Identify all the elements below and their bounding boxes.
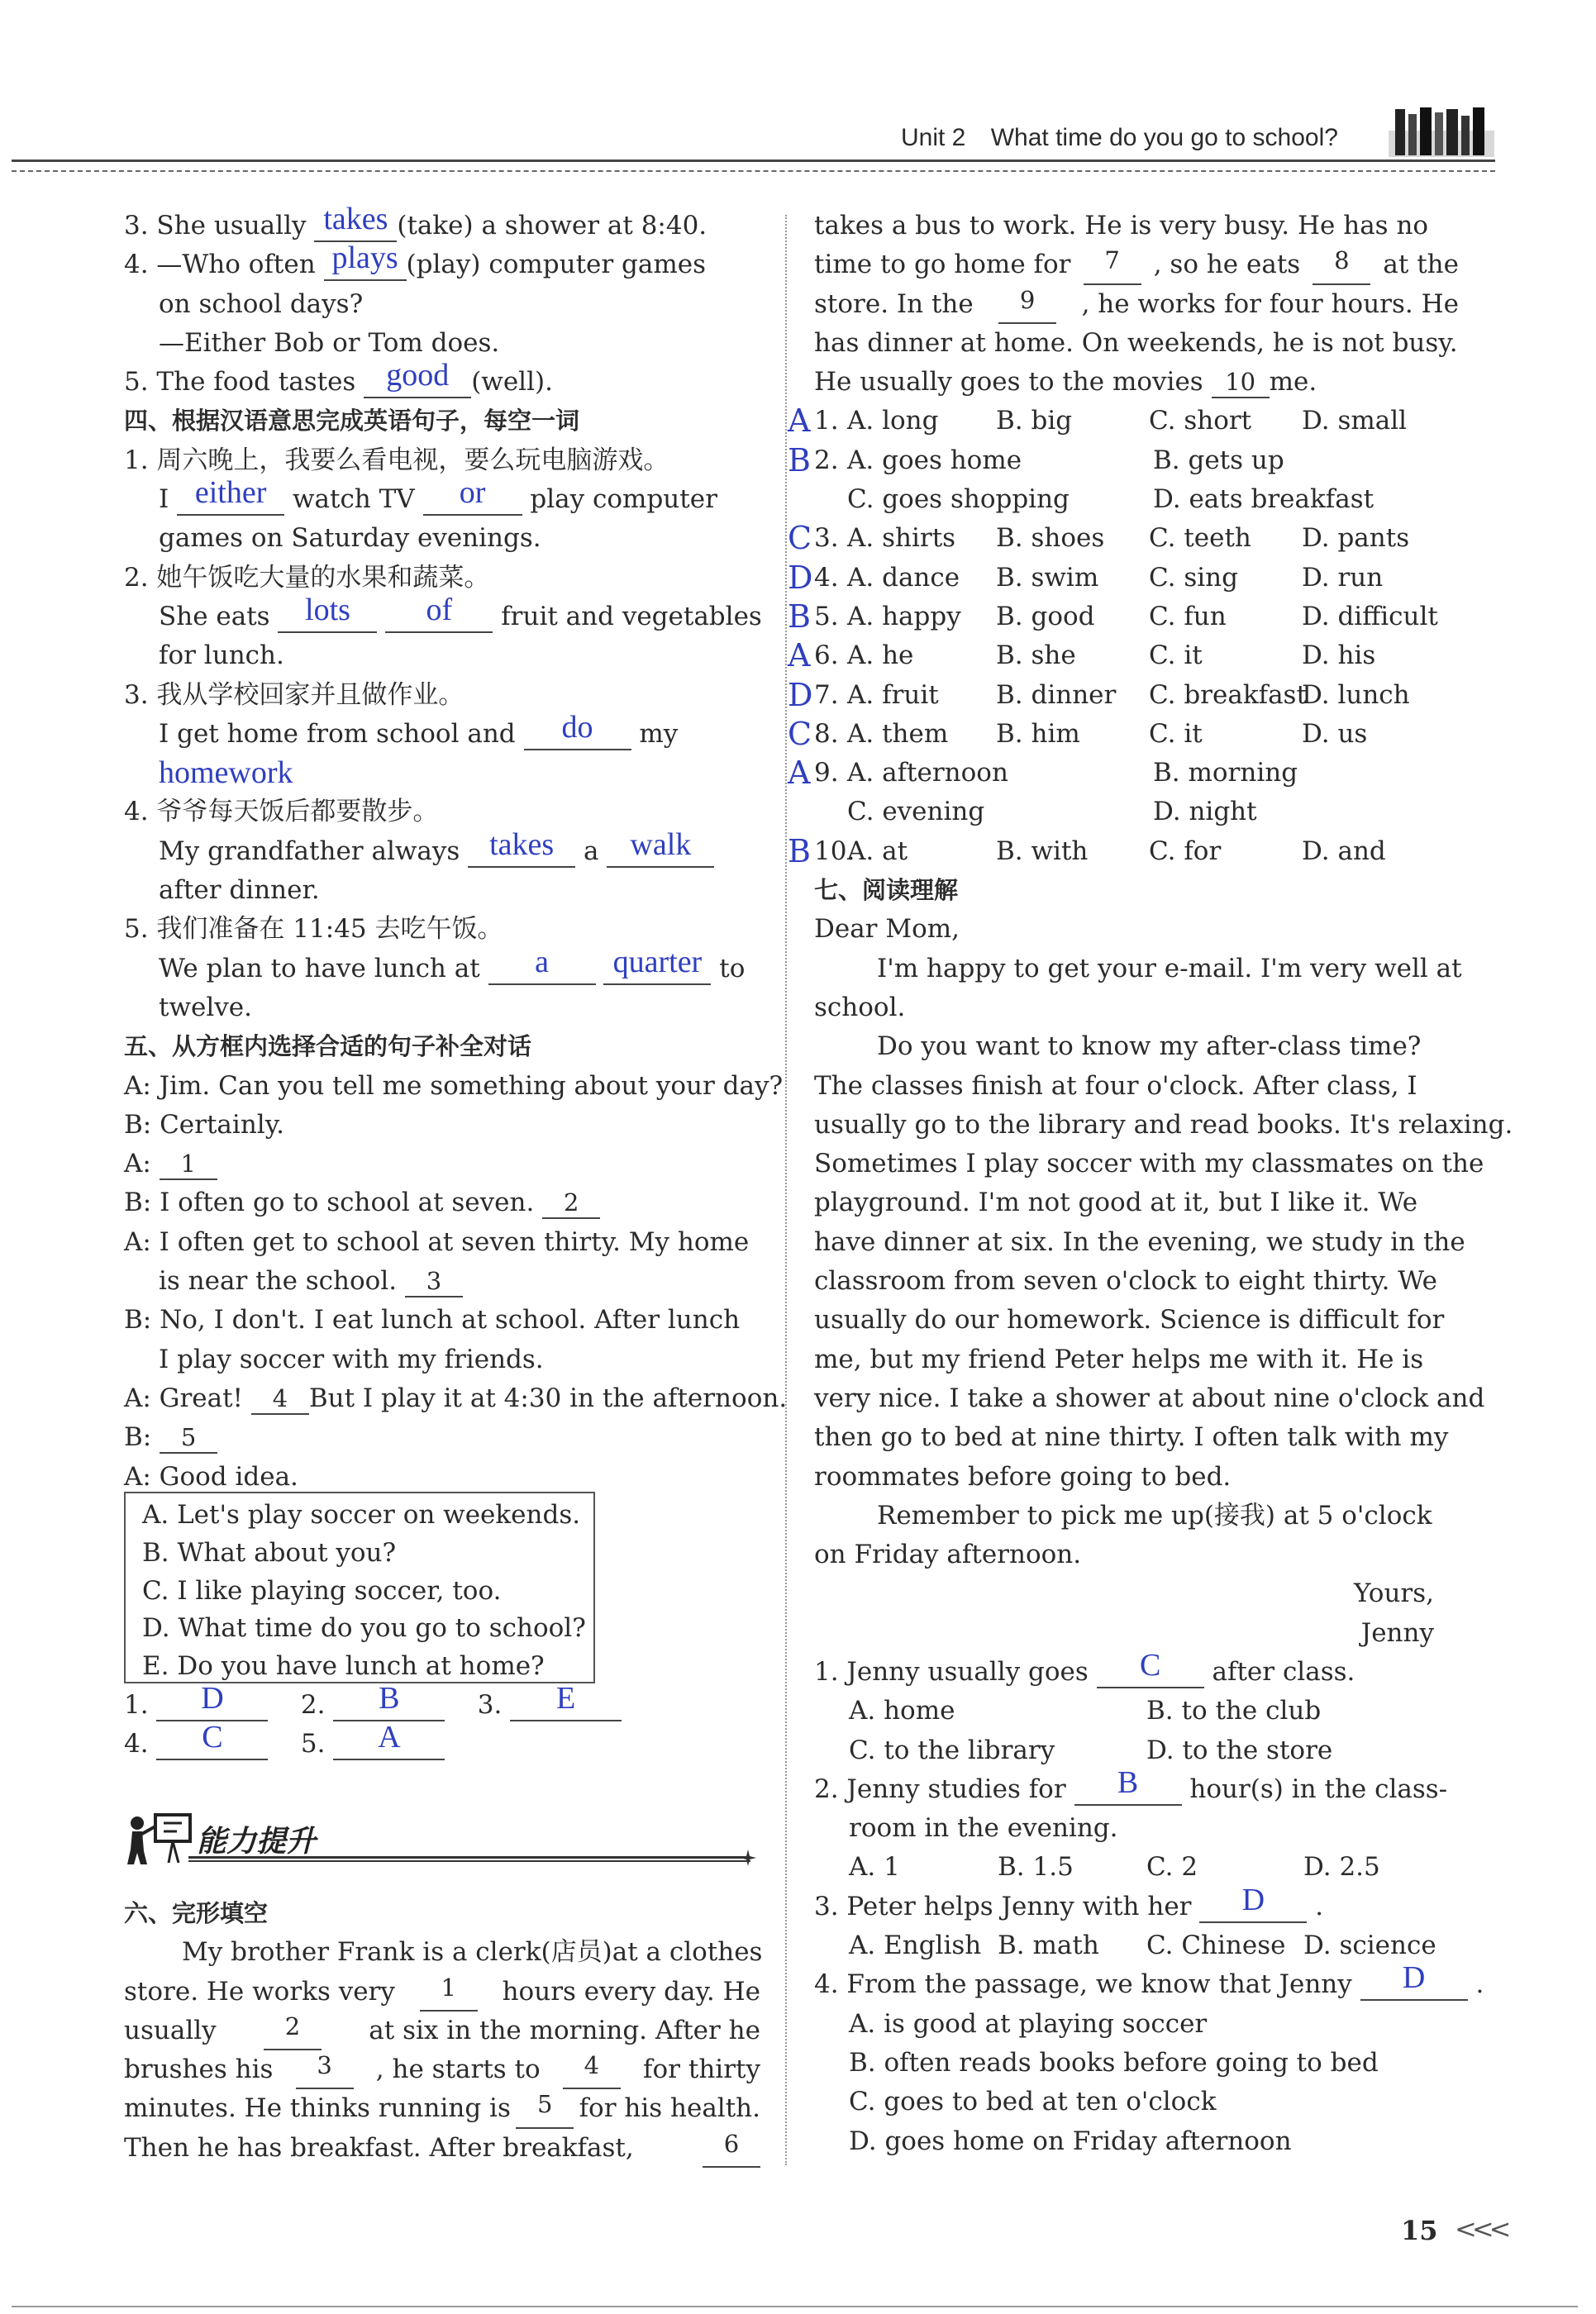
cloze-left xyxy=(124,1894,763,2168)
page-header xyxy=(901,124,1338,152)
box-option: A. Let's play soccer on weekends. xyxy=(142,1500,581,1530)
star-icon xyxy=(738,1848,758,1868)
cloze-option-row: C. evening D. night xyxy=(847,797,1257,827)
cloze-option-row: B 10. A. at B. with C. for D. and xyxy=(814,832,1459,871)
s4-item-3-cont: homework xyxy=(159,755,293,791)
unit-title: What time do you go to school? xyxy=(990,124,1338,151)
letter-line: classroom from seven o'clock to eight thirty. We xyxy=(814,1266,1437,1297)
cloze-line: My brother Frank is a clerk(店员)at a clothes xyxy=(182,1937,763,1968)
dialog-line: A: Jim. Can you tell me something about your day? xyxy=(124,1070,784,1101)
dialog-line: A: I often get to school at seven thirty. My home xyxy=(124,1226,750,1257)
dialog-line: A: Great! 4 But I play it at 4:30 in the afternoon. xyxy=(124,1383,788,1413)
letter-line: Remember to pick me up(接我) at 5 o'clock xyxy=(877,1500,1432,1531)
s4-item-4-chinese: 4. 爷爷每天饭后都要散步。 xyxy=(124,797,439,827)
unit-label: Unit 2 xyxy=(901,124,966,151)
box-option: B. What about you? xyxy=(142,1537,397,1568)
question-4-line3: —Either Bob or Tom does. xyxy=(159,327,500,358)
chosen-answer: D xyxy=(788,676,813,713)
dialog-line: B: Certainly. xyxy=(124,1109,284,1140)
reading-option-row: A. home B. to the club xyxy=(849,1696,1322,1726)
reading-question-cont: room in the evening. xyxy=(849,1813,1118,1844)
cloze-option-row: C 3. A. shirts B. shoes C. teeth D. pants xyxy=(814,519,1459,558)
s5-answer-grid: 1. D 2. B 3. E 4. C 5. A xyxy=(124,1686,769,1764)
chosen-answer: C xyxy=(788,715,812,752)
reading-question: 1. Jenny usually goes C after class. xyxy=(814,1647,1355,1687)
cloze-line: minutes. He thinks running is 5 for his health. xyxy=(124,2089,760,2128)
reading-question: 3. Peter helps Jenny with her D . xyxy=(814,1882,1324,1921)
reading-option-row: A. English B. math C. Chinese D. science xyxy=(849,1931,1436,1961)
s4-item-3-english: I get home from school and do my xyxy=(159,709,679,749)
options-box xyxy=(124,1492,595,1683)
letter-line: on Friday afternoon. xyxy=(814,1540,1082,1570)
reading-option: A. is good at playing soccer xyxy=(849,2008,1208,2039)
reading-option: D. goes home on Friday afternoon xyxy=(849,2126,1292,2156)
teacher-board-icon xyxy=(122,1808,197,1866)
dialog-line: B: No, I don't. I eat lunch at school. After lunch xyxy=(124,1305,741,1336)
cloze-line: brushes his 3 , he starts to 4 for thirty xyxy=(124,2050,760,2089)
letter-line: very nice. I take a shower at about nine o'clock and xyxy=(814,1383,1485,1413)
s4-item-2-cont: for lunch. xyxy=(159,640,284,671)
letter-line: school. xyxy=(814,992,906,1022)
cloze-line: store. He works very 1 hours every day. He xyxy=(124,1973,760,2012)
s4-item-4-cont: after dinner. xyxy=(159,875,320,906)
banner-title: 能力提升 xyxy=(197,1825,317,1859)
question-3: 3. She usually takes (take) a shower at 8:40. xyxy=(124,202,707,240)
answer-blank: plays xyxy=(324,248,407,281)
dialog-line: B: 5 xyxy=(124,1418,769,1457)
chosen-answer: B xyxy=(788,832,811,869)
box-option: D. What time do you go to school? xyxy=(142,1613,586,1644)
letter-line: me, but my friend Peter helps me with it. He is xyxy=(814,1344,1424,1374)
dialog-line: is near the school. 3 xyxy=(124,1262,769,1301)
s4-item-5-cont: twelve. xyxy=(159,992,252,1022)
cloze-options xyxy=(788,402,1459,871)
box-option: E. Do you have lunch at home? xyxy=(142,1651,545,1682)
cloze-line: He usually goes to the movies 10 me. xyxy=(814,367,1317,398)
letter-line: usually do our homework. Science is difficult for xyxy=(814,1305,1445,1336)
letter-line: I'm happy to get your e-mail. I'm very well at xyxy=(877,953,1462,983)
chosen-answer: A xyxy=(788,637,811,674)
answer-blank: takes xyxy=(314,209,397,242)
s4-item-4-english: My grandfather always takes a walk xyxy=(124,832,769,871)
letter-line: Sometimes I play soccer with my classmates on the xyxy=(814,1149,1484,1179)
reading-question: 4. From the passage, we know that Jenny D . xyxy=(814,1960,1484,2000)
question-5: 5. The food tastes good (well). xyxy=(124,358,553,398)
letter-line: The classes finish at four o'clock. After class, I xyxy=(814,1070,1417,1101)
reading-option-row: A. 1 B. 1.5 C. 2 D. 2.5 xyxy=(849,1852,1380,1883)
letter-line: playground. I'm not good at it, but I like it. We xyxy=(814,1188,1418,1218)
letter-line: then go to bed at nine thirty. I often talk with my xyxy=(814,1422,1449,1453)
header-dashed-rule xyxy=(12,170,1495,172)
chosen-answer: B xyxy=(788,441,811,479)
letter-closing: Yours, xyxy=(1354,1578,1434,1609)
letter-line: Do you want to know my after-class time? xyxy=(877,1031,1422,1062)
reading-option-row: C. to the library D. to the store xyxy=(849,1735,1333,1765)
s4-item-5-chinese: 5. 我们准备在 11:45 去吃午饭。 xyxy=(124,914,503,945)
letter-line: have dinner at six. In the evening, we study in the xyxy=(814,1226,1465,1257)
section-7-heading: 七、阅读理解 xyxy=(814,876,959,905)
ability-banner xyxy=(122,1808,759,1874)
cloze-option-row: A 1. A. long B. big C. short D. small xyxy=(814,402,1459,440)
s4-item-3-chinese: 3. 我从学校回家并且做作业。 xyxy=(124,679,465,710)
column-divider xyxy=(785,215,787,2165)
section-6-heading: 六、完形填空 xyxy=(124,1899,269,1927)
cloze-option-row: A 9. A. afternoon B. morning xyxy=(814,754,1459,793)
dialog-line: A: 1 xyxy=(124,1145,769,1183)
cloze-option-row: D 7. A. fruit B. dinner C. breakfast D. lunch xyxy=(814,676,1459,715)
page-number: 15 xyxy=(1401,2215,1438,2246)
cloze-line: Then he has breakfast. After breakfast, 6 xyxy=(124,2129,760,2168)
question-4-line2: on school days? xyxy=(159,288,364,319)
book-spines-logo xyxy=(1389,106,1494,157)
reading-option: C. goes to bed at ten o'clock xyxy=(849,2087,1217,2117)
cloze-line: has dinner at home. On weekends, he is not busy. xyxy=(814,327,1458,358)
letter-line: usually go to the library and read books. It's relaxing. xyxy=(814,1109,1513,1140)
right-column xyxy=(788,207,1513,2161)
cloze-line: time to go home for 7 , so he eats 8 at the xyxy=(814,245,1459,284)
s4-item-1-chinese: 1. 周六晚上，我要么看电视，要么玩电脑游戏。 xyxy=(124,445,669,475)
letter-line: roommates before going to bed. xyxy=(814,1461,1232,1492)
chosen-answer: A xyxy=(788,755,811,792)
chosen-answer: D xyxy=(788,559,813,596)
section-5-heading: 五、从方框内选择合适的句子补全对话 xyxy=(124,1032,532,1061)
dialog-line: A: Good idea. xyxy=(124,1461,298,1492)
bottom-rule xyxy=(12,2306,1578,2307)
cloze-option-row: A 6. A. he B. she C. it D. his xyxy=(814,636,1459,675)
s4-item-1-english: I either watch TV or play computer xyxy=(159,475,717,515)
s4-item-2-english: She eats lots of fruit and vegetables xyxy=(159,592,762,631)
dialog-line: B: I often go to school at seven. 2 xyxy=(124,1183,769,1222)
chosen-answer: C xyxy=(788,520,812,557)
reading-option: B. often reads books before going to bed xyxy=(849,2047,1379,2078)
section-4-heading: 四、根据汉语意思完成英语句子，每空一词 xyxy=(124,407,580,436)
page-arrows-icon: <<< xyxy=(1455,2213,1507,2245)
s4-item-2-chinese: 2. 她午饭吃大量的水果和蔬菜。 xyxy=(124,562,490,593)
letter-line: Dear Mom, xyxy=(814,914,960,945)
cloze-line: takes a bus to work. He is very busy. He has no xyxy=(814,211,1429,240)
reading-questions xyxy=(814,1647,1484,2161)
cloze-option-row: B 5. A. happy B. good C. fun D. difficult xyxy=(814,598,1459,636)
cloze-option-row: C. goes shopping D. eats breakfast xyxy=(847,484,1374,515)
chosen-answer: A xyxy=(788,402,811,440)
header-rule xyxy=(12,160,1495,162)
cloze-line: store. In the 9 , he works for four hours. He xyxy=(814,285,1459,324)
dialog-line: I play soccer with my friends. xyxy=(159,1344,544,1374)
cloze-line: usually 2 at six in the morning. After he xyxy=(124,2012,760,2050)
left-column xyxy=(124,202,788,1497)
chosen-answer: B xyxy=(788,598,811,635)
answer-blank: good xyxy=(364,365,471,398)
box-option: C. I like playing soccer, too. xyxy=(142,1575,502,1606)
cloze-option-row: C 8. A. them B. him C. it D. us xyxy=(814,715,1459,754)
s4-item-5-english: We plan to have lunch at a quarter to xyxy=(159,944,746,983)
reading-question: 2. Jenny studies for B hour(s) in the class- xyxy=(814,1764,1448,1804)
cloze-option-row: D 4. A. dance B. swim C. sing D. run xyxy=(814,559,1459,598)
cloze-option-row: B 2. A. goes home B. gets up xyxy=(814,441,1459,480)
letter-signature: Jenny xyxy=(1360,1617,1434,1648)
s4-item-1-cont: games on Saturday evenings. xyxy=(159,523,541,554)
question-4: 4. —Who often plays (play) computer games xyxy=(124,240,707,280)
